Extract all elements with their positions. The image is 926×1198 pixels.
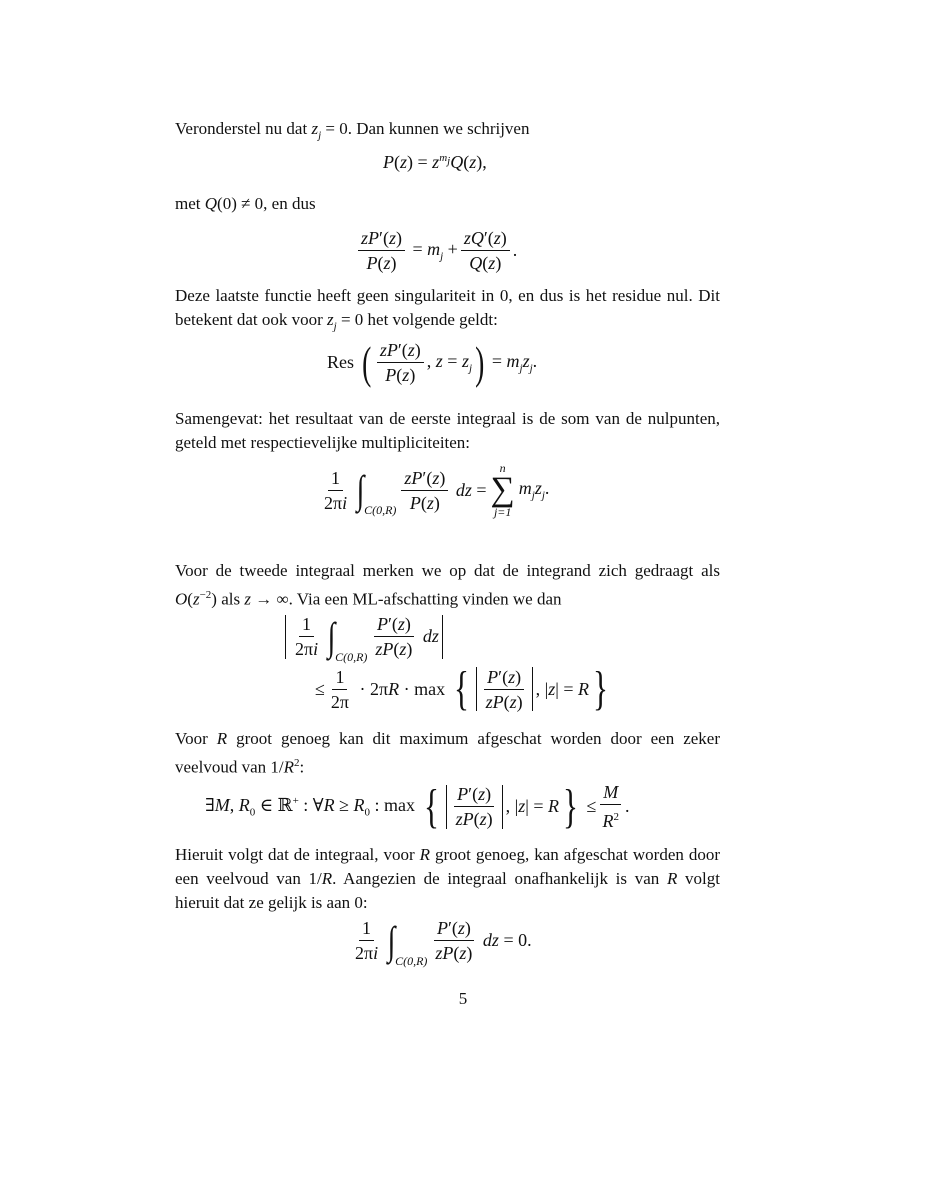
equation-7: $\frac{1}{2\pi i}$ ∫ C(0,R) $\frac{P'(z)}{zP(z)}$ dz = 0. [355, 917, 532, 968]
equation-3: Res ( $\frac{zP'(z)}{P(z)}$ , $z = z_j$ ) = $m_jz_j$. [327, 336, 538, 388]
equation-5-line-1: $\frac{1}{2\pi i}$ ∫ C(0,R) $\frac{P'(z)}{zP(z)}$ dz [282, 614, 446, 659]
equation-1: $P(z) = z^{m_j}Q(z)$, [383, 152, 487, 172]
paragraph-3: Deze laatste functie heeft geen singulariteit in 0, en dus is het residue nul. Dit betekent dat ook voor $z_j = 0$ het volgende geldt: [175, 286, 720, 333]
equation-4: $\frac{1}{2\pi i}$ ∫ C(0,R) $\frac{zP'(z)}{P(z)}$ dz = n ∑ j=1 $m_jz_j$. [324, 461, 550, 519]
paragraph-1: Veronderstel nu dat $z_j = 0$. Dan kunnen we schrijven [175, 119, 530, 142]
equation-2: $\frac{zP'(z)}{P(z)}$ = $m_j$ + $\frac{zQ'(z)}{Q(z)}$ . [355, 228, 517, 273]
equation-5-line-2: ≤ $\frac{1}{2\pi}$ · 2πR · max { $\frac{P'(z)}{zP(z)}$ , |z| = R } [315, 662, 609, 715]
paragraph-4: Samengevat: het resultaat van de eerste integraal is de som van de nulpunten, geteld met respectievelijke multipliciteiten: [175, 409, 720, 452]
paragraph-5: Voor de tweede integraal merken we op dat de integrand zich gedraagt als $O(z^{-2})$ als z → ∞. Via een ML-afschatting vinden we dan [175, 561, 720, 609]
paragraph-6: Voor R groot genoeg kan dit maximum afgeschat worden door een zeker veelvoud van $1/R^2$: [175, 729, 721, 777]
paragraph-2: met Q(0) ≠ 0, en dus [175, 194, 316, 213]
equation-6: ∃M, $R_0$ ∈ ℝ+ : ∀R ≥ $R_0$ : max { $\frac{P'(z)}{zP(z)}$ , |z| = R } ≤ $\frac{M}{R^2}$ . [205, 779, 630, 833]
paragraph-7: Hieruit volgt dat de integraal, voor R groot genoeg, kan afgeschat worden door een veelvoud van 1/R. Aangezien de integraal onafhankelijk is van R volgt hieruit dat ze gelijk is aan 0: [175, 845, 720, 912]
page-number: 5 [458, 989, 468, 1008]
